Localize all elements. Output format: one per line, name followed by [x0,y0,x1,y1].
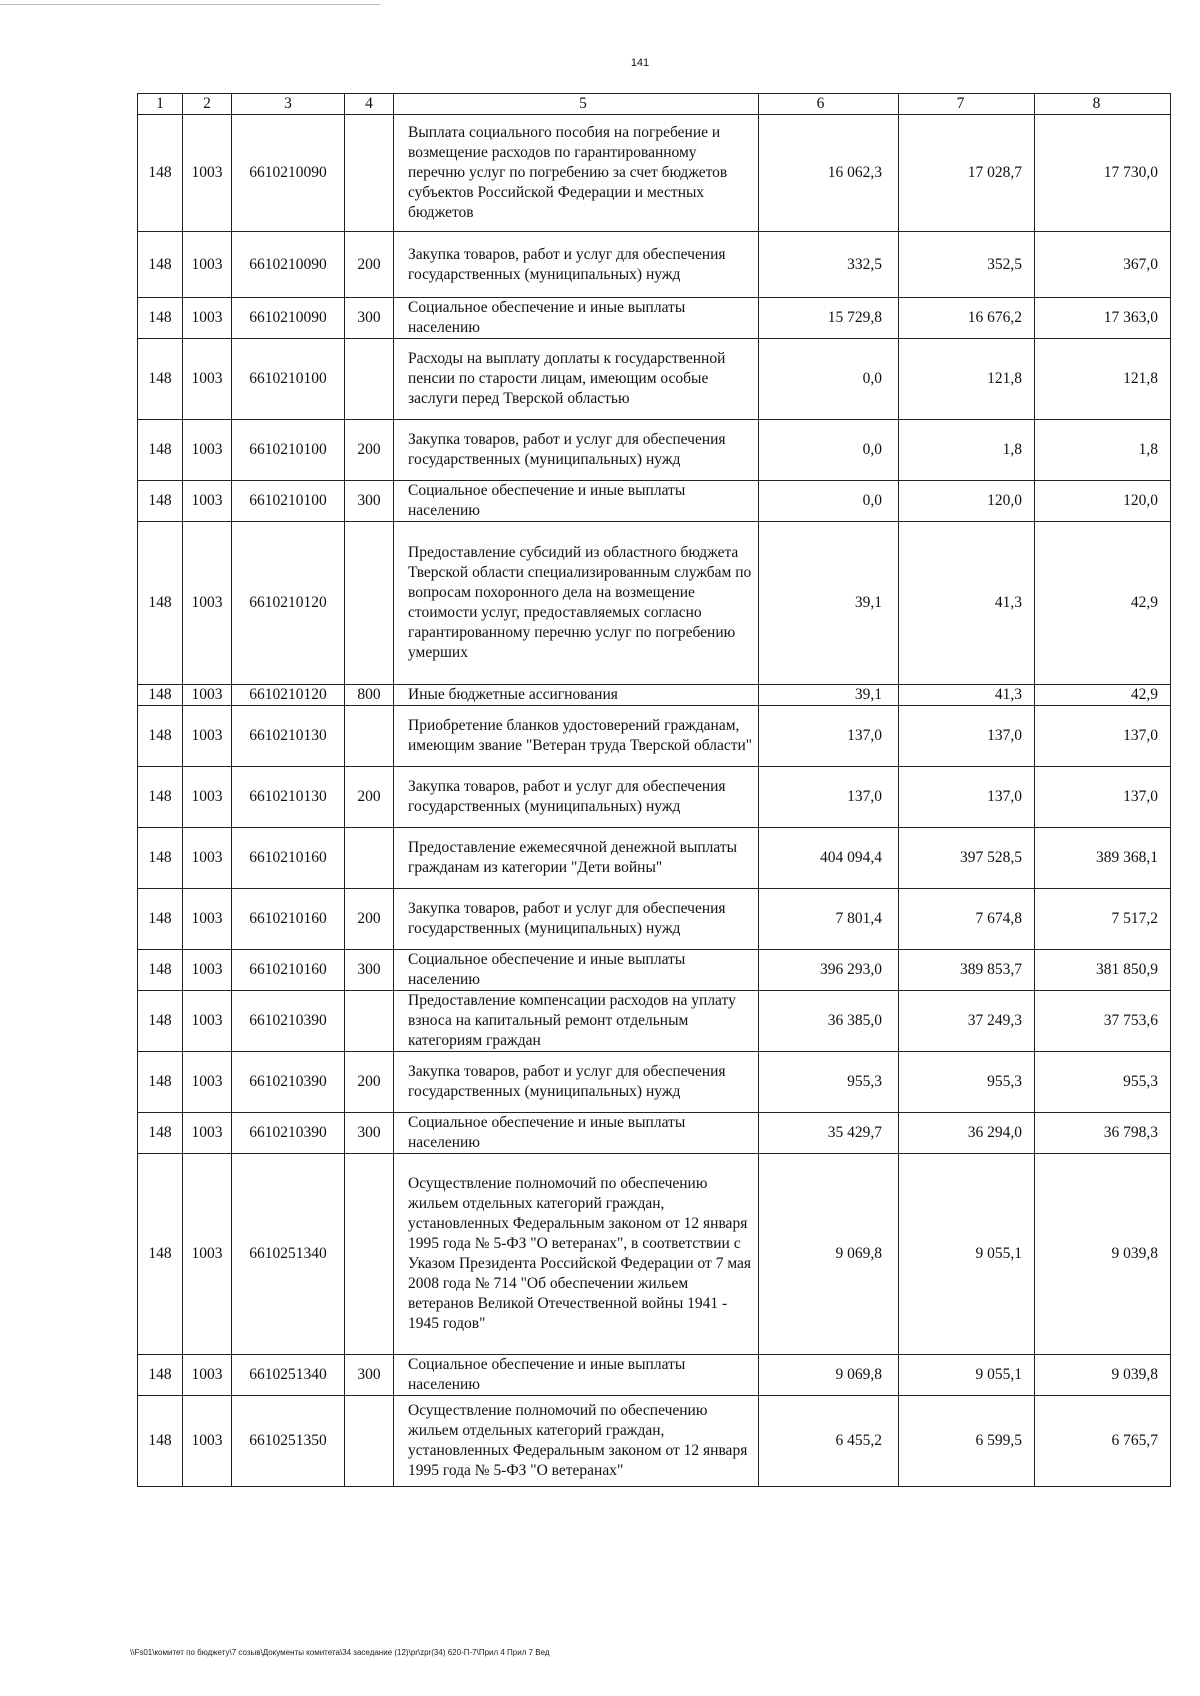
cell-col-8: 37 753,6 [1035,991,1171,1052]
cell-col-2: 1003 [183,1052,232,1113]
header-col-6: 6 [759,94,899,115]
table-header-row [138,94,1171,115]
cell-col-4: 300 [345,298,394,339]
cell-col-4 [345,522,394,685]
header-col-3: 3 [232,94,345,115]
cell-col-5: Предоставление компенсации расходов на уплату взноса на капитальный ремонт отдельным категориям граждан [394,991,759,1052]
cell-col-1: 148 [138,1396,183,1487]
cell-col-1: 148 [138,767,183,828]
cell-col-8: 367,0 [1035,232,1171,298]
cell-col-4 [345,706,394,767]
cell-col-8: 137,0 [1035,767,1171,828]
cell-col-1: 148 [138,1154,183,1355]
cell-col-8: 9 039,8 [1035,1154,1171,1355]
cell-col-6: 137,0 [759,767,899,828]
cell-col-5: Осуществление полномочий по обеспечению жильем отдельных категорий граждан, установленных Федеральным законом от 12 января 1995 года № 5-ФЗ "О ветеранах" [394,1396,759,1487]
cell-col-2: 1003 [183,232,232,298]
cell-col-4 [345,1154,394,1355]
cell-col-5: Социальное обеспечение и иные выплаты населению [394,1113,759,1154]
cell-col-7: 955,3 [899,1052,1035,1113]
file-path-footer: \\Fs01\комитет по бюджету\7 созыв\Документы комитета\34 заседание (12)\pr\zpr(34) 620-П-7\Прил 4 Прил 7 Вед [130,1648,550,1657]
cell-col-6: 0,0 [759,420,899,481]
cell-col-4: 800 [345,685,394,706]
cell-col-5: Социальное обеспечение и иные выплаты населению [394,298,759,339]
cell-col-3: 6610210120 [232,522,345,685]
cell-col-8: 17 363,0 [1035,298,1171,339]
header-col-2: 2 [183,94,232,115]
table-row [138,1154,1171,1355]
cell-col-6: 137,0 [759,706,899,767]
cell-col-1: 148 [138,889,183,950]
cell-col-6: 404 094,4 [759,828,899,889]
cell-col-3: 6610251350 [232,1396,345,1487]
cell-col-6: 9 069,8 [759,1355,899,1396]
cell-col-1: 148 [138,1052,183,1113]
cell-col-1: 148 [138,950,183,991]
cell-col-7: 6 599,5 [899,1396,1035,1487]
header-col-7: 7 [899,94,1035,115]
cell-col-2: 1003 [183,991,232,1052]
table-row [138,420,1171,481]
cell-col-3: 6610210390 [232,1113,345,1154]
cell-col-3: 6610251340 [232,1355,345,1396]
cell-col-1: 148 [138,685,183,706]
cell-col-2: 1003 [183,115,232,232]
cell-col-8: 381 850,9 [1035,950,1171,991]
cell-col-7: 1,8 [899,420,1035,481]
cell-col-8: 120,0 [1035,481,1171,522]
cell-col-5: Закупка товаров, работ и услуг для обеспечения государственных (муниципальных) нужд [394,889,759,950]
cell-col-2: 1003 [183,481,232,522]
cell-col-8: 36 798,3 [1035,1113,1171,1154]
cell-col-4: 300 [345,1355,394,1396]
cell-col-8: 6 765,7 [1035,1396,1171,1487]
cell-col-4 [345,828,394,889]
cell-col-3: 6610210160 [232,889,345,950]
cell-col-8: 1,8 [1035,420,1171,481]
table-row [138,889,1171,950]
cell-col-3: 6610210390 [232,1052,345,1113]
cell-col-7: 397 528,5 [899,828,1035,889]
table-row [138,1113,1171,1154]
cell-col-2: 1003 [183,1396,232,1487]
table-row [138,115,1171,232]
cell-col-5: Социальное обеспечение и иные выплаты населению [394,1355,759,1396]
cell-col-1: 148 [138,828,183,889]
cell-col-5: Закупка товаров, работ и услуг для обеспечения государственных (муниципальных) нужд [394,1052,759,1113]
cell-col-3: 6610210090 [232,298,345,339]
cell-col-3: 6610251340 [232,1154,345,1355]
cell-col-7: 9 055,1 [899,1154,1035,1355]
cell-col-2: 1003 [183,889,232,950]
cell-col-6: 0,0 [759,339,899,420]
cell-col-4 [345,115,394,232]
cell-col-3: 6610210090 [232,232,345,298]
cell-col-2: 1003 [183,420,232,481]
cell-col-8: 7 517,2 [1035,889,1171,950]
cell-col-7: 37 249,3 [899,991,1035,1052]
cell-col-6: 16 062,3 [759,115,899,232]
cell-col-6: 6 455,2 [759,1396,899,1487]
page-number: 141 [630,57,650,69]
cell-col-4: 300 [345,950,394,991]
cell-col-2: 1003 [183,685,232,706]
cell-col-7: 36 294,0 [899,1113,1035,1154]
cell-col-8: 9 039,8 [1035,1355,1171,1396]
cell-col-5: Предоставление субсидий из областного бюджета Тверской области специализированным службам по вопросам похоронного дела на возмещение стоимости услуг, предоставляемых согласно гарантированному перечню услуг по погребению умерших [394,522,759,685]
table-row [138,298,1171,339]
cell-col-5: Социальное обеспечение и иные выплаты населению [394,950,759,991]
cell-col-7: 9 055,1 [899,1355,1035,1396]
cell-col-4 [345,339,394,420]
cell-col-2: 1003 [183,1355,232,1396]
cell-col-4 [345,1396,394,1487]
cell-col-3: 6610210100 [232,481,345,522]
cell-col-1: 148 [138,522,183,685]
table-row [138,767,1171,828]
cell-col-4: 200 [345,767,394,828]
cell-col-6: 39,1 [759,685,899,706]
cell-col-2: 1003 [183,950,232,991]
table-row [138,1396,1171,1487]
table-row [138,522,1171,685]
cell-col-5: Выплата социального пособия на погребение и возмещение расходов по гарантированному перечню услуг по погребению за счет бюджетов субъектов Российской Федерации и местных бюджетов [394,115,759,232]
cell-col-6: 396 293,0 [759,950,899,991]
cell-col-3: 6610210160 [232,828,345,889]
cell-col-7: 17 028,7 [899,115,1035,232]
cell-col-6: 15 729,8 [759,298,899,339]
cell-col-6: 7 801,4 [759,889,899,950]
cell-col-1: 148 [138,232,183,298]
cell-col-6: 955,3 [759,1052,899,1113]
cell-col-7: 137,0 [899,767,1035,828]
cell-col-8: 955,3 [1035,1052,1171,1113]
cell-col-1: 148 [138,420,183,481]
cell-col-5: Расходы на выплату доплаты к государственной пенсии по старости лицам, имеющим особые заслуги перед Тверской областью [394,339,759,420]
table-row [138,1052,1171,1113]
cell-col-7: 16 676,2 [899,298,1035,339]
cell-col-2: 1003 [183,1154,232,1355]
cell-col-7: 121,8 [899,339,1035,420]
cell-col-1: 148 [138,991,183,1052]
cell-col-5: Закупка товаров, работ и услуг для обеспечения государственных (муниципальных) нужд [394,767,759,828]
header-col-8: 8 [1035,94,1171,115]
cell-col-3: 6610210160 [232,950,345,991]
cell-col-5: Приобретение бланков удостоверений гражданам, имеющим звание "Ветеран труда Тверской области" [394,706,759,767]
header-col-4: 4 [345,94,394,115]
table-row [138,950,1171,991]
cell-col-3: 6610210100 [232,339,345,420]
table-row [138,991,1171,1052]
top-rule [0,4,380,5]
cell-col-2: 1003 [183,522,232,685]
cell-col-8: 42,9 [1035,685,1171,706]
cell-col-1: 148 [138,339,183,420]
cell-col-1: 148 [138,115,183,232]
cell-col-2: 1003 [183,767,232,828]
table-row [138,706,1171,767]
cell-col-7: 352,5 [899,232,1035,298]
cell-col-1: 148 [138,706,183,767]
cell-col-7: 41,3 [899,685,1035,706]
cell-col-6: 0,0 [759,481,899,522]
cell-col-4: 200 [345,232,394,298]
cell-col-3: 6610210090 [232,115,345,232]
header-col-1: 1 [138,94,183,115]
cell-col-7: 120,0 [899,481,1035,522]
cell-col-4 [345,991,394,1052]
cell-col-2: 1003 [183,339,232,420]
cell-col-6: 36 385,0 [759,991,899,1052]
cell-col-5: Иные бюджетные ассигнования [394,685,759,706]
cell-col-8: 17 730,0 [1035,115,1171,232]
cell-col-7: 7 674,8 [899,889,1035,950]
budget-table [137,93,1171,1487]
cell-col-8: 42,9 [1035,522,1171,685]
cell-col-6: 39,1 [759,522,899,685]
cell-col-7: 41,3 [899,522,1035,685]
cell-col-3: 6610210120 [232,685,345,706]
header-col-5: 5 [394,94,759,115]
cell-col-5: Закупка товаров, работ и услуг для обеспечения государственных (муниципальных) нужд [394,420,759,481]
cell-col-5: Закупка товаров, работ и услуг для обеспечения государственных (муниципальных) нужд [394,232,759,298]
cell-col-7: 389 853,7 [899,950,1035,991]
cell-col-4: 300 [345,481,394,522]
table-row [138,481,1171,522]
cell-col-3: 6610210390 [232,991,345,1052]
cell-col-8: 389 368,1 [1035,828,1171,889]
table-row [138,339,1171,420]
cell-col-7: 137,0 [899,706,1035,767]
cell-col-6: 332,5 [759,232,899,298]
cell-col-2: 1003 [183,298,232,339]
cell-col-1: 148 [138,481,183,522]
cell-col-4: 300 [345,1113,394,1154]
cell-col-4: 200 [345,420,394,481]
cell-col-3: 6610210130 [232,767,345,828]
cell-col-1: 148 [138,1355,183,1396]
cell-col-2: 1003 [183,828,232,889]
cell-col-5: Осуществление полномочий по обеспечению жильем отдельных категорий граждан, установленных Федеральным законом от 12 января 1995 года № 5-ФЗ "О ветеранах", в соответствии с Указом Президента Российской Федерации от 7 мая 2008 года № 714 "Об обеспечении жильем ветеранов Великой Отечественной войны 1941 - 1945 годов" [394,1154,759,1355]
table-row [138,828,1171,889]
table-row [138,232,1171,298]
cell-col-8: 137,0 [1035,706,1171,767]
table-row [138,685,1171,706]
cell-col-2: 1003 [183,1113,232,1154]
cell-col-4: 200 [345,889,394,950]
cell-col-6: 9 069,8 [759,1154,899,1355]
cell-col-1: 148 [138,298,183,339]
cell-col-4: 200 [345,1052,394,1113]
table-row [138,1355,1171,1396]
cell-col-2: 1003 [183,706,232,767]
cell-col-1: 148 [138,1113,183,1154]
cell-col-3: 6610210100 [232,420,345,481]
cell-col-3: 6610210130 [232,706,345,767]
cell-col-8: 121,8 [1035,339,1171,420]
cell-col-5: Социальное обеспечение и иные выплаты населению [394,481,759,522]
cell-col-6: 35 429,7 [759,1113,899,1154]
cell-col-5: Предоставление ежемесячной денежной выплаты гражданам из категории "Дети войны" [394,828,759,889]
